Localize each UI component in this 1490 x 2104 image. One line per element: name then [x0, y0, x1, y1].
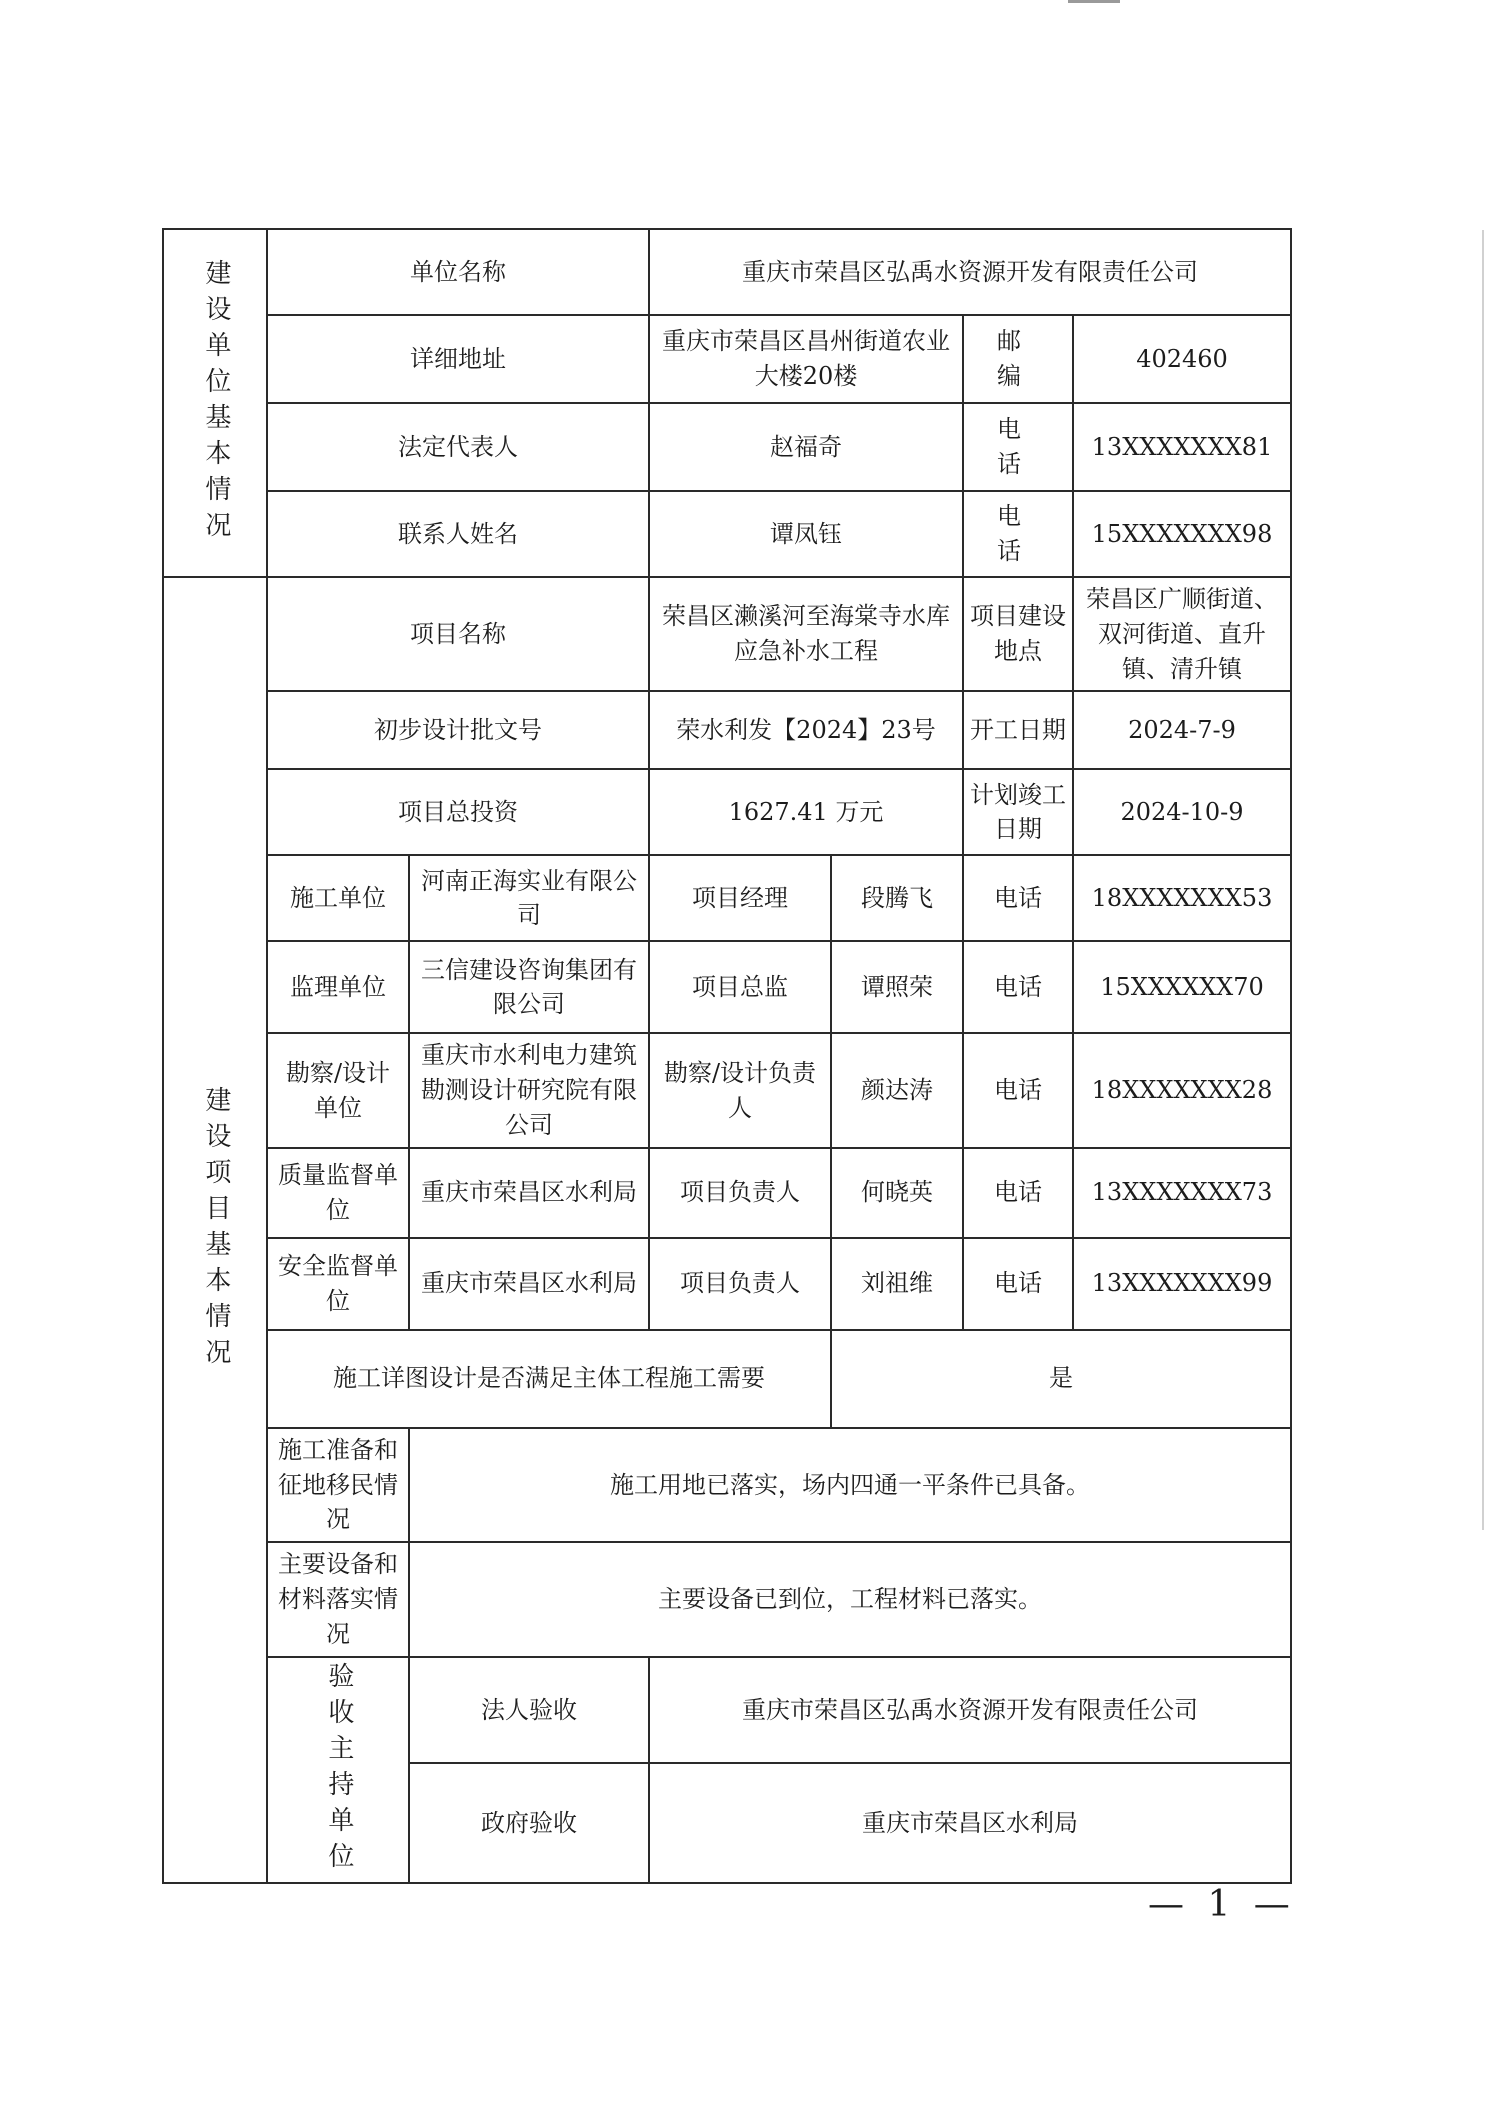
party-unit: 重庆市荣昌区水利局: [409, 1148, 649, 1238]
party-role: 项目负责人: [649, 1148, 831, 1238]
party-person: 谭照荣: [831, 941, 963, 1033]
detail-design-row: [163, 1330, 1291, 1428]
prep-value: 施工用地已落实，场内四通一平条件已具备。: [409, 1428, 1291, 1542]
postcode-value: 402460: [1073, 315, 1291, 403]
gov-acceptance-label: 政府验收: [409, 1763, 649, 1882]
section-host-unit: 验收主持单位: [267, 1657, 409, 1883]
scan-mark-right: [1482, 230, 1484, 1530]
contact-label: 联系人姓名: [267, 491, 649, 577]
equip-value: 主要设备已到位，工程材料已落实。: [409, 1542, 1291, 1656]
project-location-label: 项目建设地点: [963, 577, 1073, 691]
party-role: 勘察/设计负责人: [649, 1033, 831, 1147]
project-name-value: 荣昌区濑溪河至海棠寺水库应急补水工程: [649, 577, 963, 691]
scan-mark-top: [1068, 0, 1120, 3]
party-phone: 13XXXXXXX99: [1073, 1238, 1291, 1330]
finish-date-label: 计划竣工日期: [963, 769, 1073, 855]
party-phone-label: 电话: [963, 1238, 1073, 1330]
legal-phone-label: 电 话: [963, 403, 1073, 491]
section-unit-basic: 建设单位基本情况: [163, 229, 267, 577]
party-phone-label: 电话: [963, 1033, 1073, 1147]
start-date-value: 2024-7-9: [1073, 691, 1291, 769]
legal-rep-label: 法定代表人: [267, 403, 649, 491]
acceptance-form-table: [162, 228, 1292, 1884]
legal-acceptance-row: [163, 1657, 1291, 1764]
address-label: 详细地址: [267, 315, 649, 403]
unit-name-value: 重庆市荣昌区弘禹水资源开发有限责任公司: [649, 229, 1291, 315]
party-person: 何晓英: [831, 1148, 963, 1238]
prep-label: 施工准备和征地移民情况: [267, 1428, 409, 1542]
unit-address-row: [163, 315, 1291, 403]
party-row: [163, 941, 1291, 1033]
detail-design-label: 施工详图设计是否满足主体工程施工需要: [267, 1330, 831, 1428]
party-phone: 15XXXXXX70: [1073, 941, 1291, 1033]
party-row: [163, 855, 1291, 941]
party-phone: 13XXXXXXX73: [1073, 1148, 1291, 1238]
party-unit: 河南正海实业有限公司: [409, 855, 649, 941]
legal-rep-value: 赵福奇: [649, 403, 963, 491]
party-type: 安全监督单位: [267, 1238, 409, 1330]
design-approval-label: 初步设计批文号: [267, 691, 649, 769]
gov-acceptance-value: 重庆市荣昌区水利局: [649, 1763, 1291, 1882]
investment-value: 1627.41 万元: [649, 769, 963, 855]
party-phone: 18XXXXXXX53: [1073, 855, 1291, 941]
legal-rep-row: [163, 403, 1291, 491]
party-type: 施工单位: [267, 855, 409, 941]
section-project-basic: 建设项目基本情况: [163, 577, 267, 1883]
party-phone: 18XXXXXXX28: [1073, 1033, 1291, 1147]
design-approval-row: [163, 691, 1291, 769]
party-row: [163, 1238, 1291, 1330]
party-unit: 重庆市荣昌区水利局: [409, 1238, 649, 1330]
prep-row: [163, 1428, 1291, 1542]
start-date-label: 开工日期: [963, 691, 1073, 769]
party-type: 勘察/设计单位: [267, 1033, 409, 1147]
project-name-row: [163, 577, 1291, 691]
party-phone-label: 电话: [963, 1148, 1073, 1238]
unit-name-label: 单位名称: [267, 229, 649, 315]
investment-label: 项目总投资: [267, 769, 649, 855]
party-role: 项目经理: [649, 855, 831, 941]
party-phone-label: 电话: [963, 941, 1073, 1033]
party-unit: 三信建设咨询集团有限公司: [409, 941, 649, 1033]
equip-row: [163, 1542, 1291, 1656]
party-unit: 重庆市水利电力建筑勘测设计研究院有限公司: [409, 1033, 649, 1147]
party-person: 刘祖维: [831, 1238, 963, 1330]
legal-acceptance-value: 重庆市荣昌区弘禹水资源开发有限责任公司: [649, 1657, 1291, 1764]
investment-row: [163, 769, 1291, 855]
project-name-label: 项目名称: [267, 577, 649, 691]
address-value: 重庆市荣昌区昌州街道农业大楼20楼: [649, 315, 963, 403]
party-row: [163, 1148, 1291, 1238]
party-type: 质量监督单位: [267, 1148, 409, 1238]
party-person: 段腾飞: [831, 855, 963, 941]
party-person: 颜达涛: [831, 1033, 963, 1147]
contact-value: 谭凤钰: [649, 491, 963, 577]
party-role: 项目负责人: [649, 1238, 831, 1330]
design-approval-value: 荣水利发【2024】23号: [649, 691, 963, 769]
detail-design-value: 是: [831, 1330, 1291, 1428]
finish-date-value: 2024-10-9: [1073, 769, 1291, 855]
project-location-value: 荣昌区广顺街道、双河街道、直升镇、清升镇: [1073, 577, 1291, 691]
postcode-label: 邮 编: [963, 315, 1073, 403]
page-number: — 1 —: [1148, 1884, 1296, 1925]
party-phone-label: 电话: [963, 855, 1073, 941]
party-role: 项目总监: [649, 941, 831, 1033]
equip-label: 主要设备和材料落实情况: [267, 1542, 409, 1656]
legal-acceptance-label: 法人验收: [409, 1657, 649, 1764]
legal-phone-value: 13XXXXXXX81: [1073, 403, 1291, 491]
party-row: [163, 1033, 1291, 1147]
contact-row: [163, 491, 1291, 577]
party-type: 监理单位: [267, 941, 409, 1033]
unit-name-row: [163, 229, 1291, 315]
contact-phone-value: 15XXXXXXX98: [1073, 491, 1291, 577]
contact-phone-label: 电 话: [963, 491, 1073, 577]
